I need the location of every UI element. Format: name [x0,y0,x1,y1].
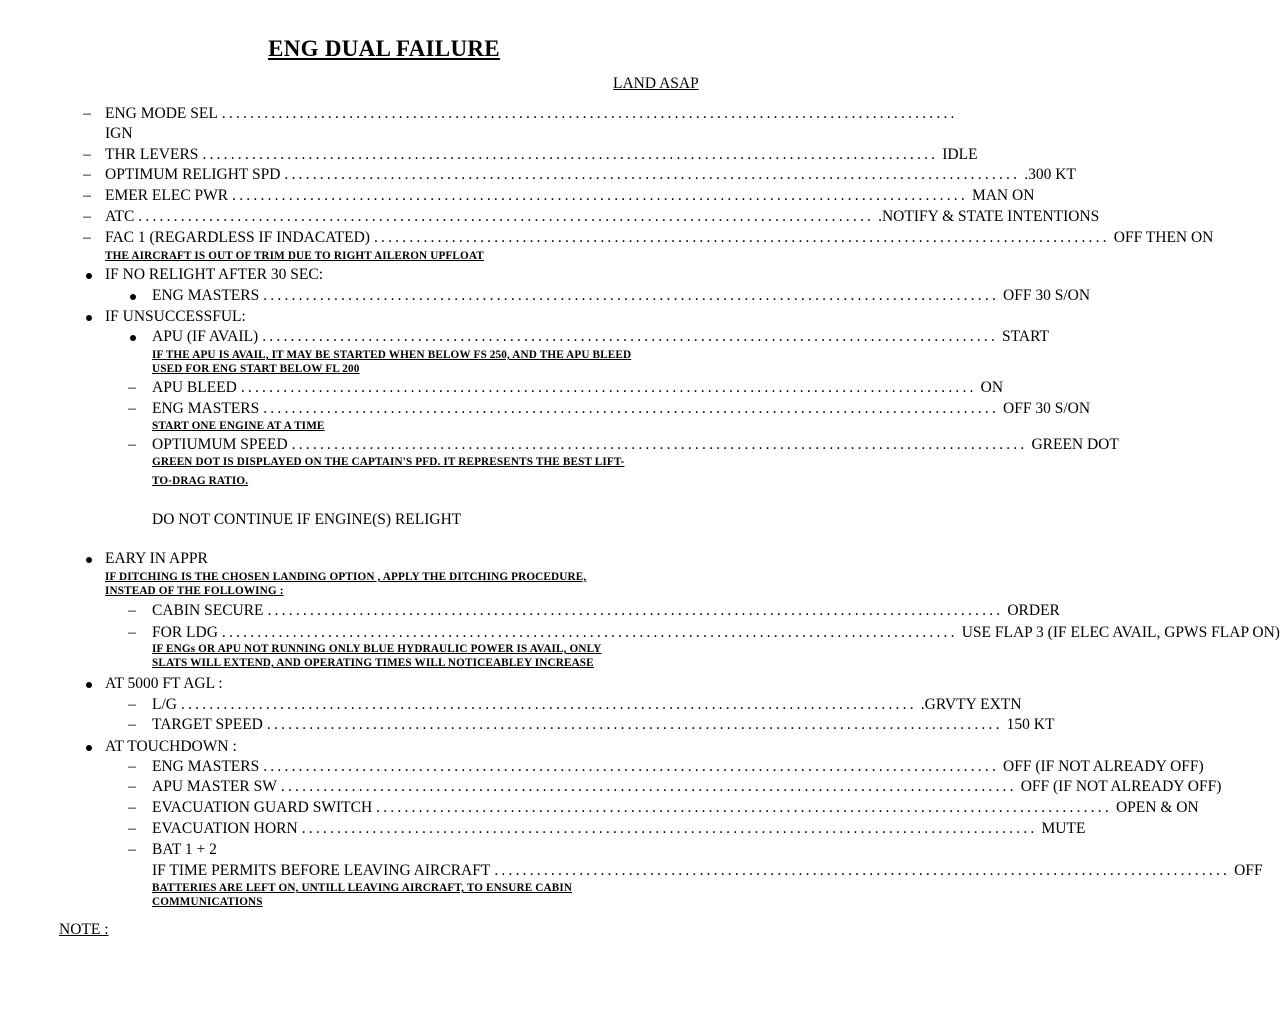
ldg-note-line-1: IF ENGs OR APU NOT RUNNING ONLY BLUE HYDRAULIC POWER IS AVAIL, ONLY [152,643,602,655]
dot-leader: ........................................................................................................ [263,287,1000,304]
step-value: OFF [1234,862,1263,879]
step-label: TARGET SPEED [152,716,263,733]
relight-warning: DO NOT CONTINUE IF ENGINE(S) RELIGHT [152,511,462,528]
touchdown-eng-masters [152,758,1204,776]
apu-note-line-2: USED FOR ENG START BELOW FL 200 [152,363,360,375]
step-label: APU BLEED [152,379,237,396]
eng-masters-note: START ONE ENGINE AT A TIME [152,420,325,432]
dash-marker: – [83,229,91,246]
step-value: START [1002,328,1049,345]
evacuation-horn [152,820,1086,838]
step-label: EVACUATION HORN [152,820,298,837]
dot-leader: ........................................................................................................ [267,602,1004,619]
dot-leader: ........................................................................................................ [291,436,1028,453]
ditching-note-line-2: INSTEAD OF THE FOLLOWING : [105,585,284,597]
step-label: OPTIMUM RELIGHT SPD [105,166,281,183]
dash-marker: – [128,400,136,417]
bullet-marker [86,745,92,751]
land-asap-label: LAND ASAP [613,75,699,92]
step-emer-elec-pwr [105,187,1035,205]
early-appr-heading: EARY IN APPR [105,550,208,567]
step-value: OFF 30 S/ON [1003,287,1091,304]
step-value: USE FLAP 3 (IF ELEC AVAIL, GPWS FLAP ON) [961,624,1280,641]
apu-start [152,328,1049,346]
step-eng-mode-sel [105,105,958,123]
dot-leader: ........................................................................................................ [373,229,1110,246]
step-value: .GRVTY EXTN [920,696,1022,713]
dash-marker: – [83,105,91,122]
step-thr-levers [105,146,978,164]
step-value: ORDER [1007,602,1060,619]
eng-mode-sel-value: IGN [105,125,133,142]
step-value: MUTE [1041,820,1086,837]
dash-marker: – [128,758,136,775]
dash-marker: – [128,696,136,713]
step-label: FAC 1 (REGARDLESS IF INDACATED) [105,229,370,246]
step-fac-1 [105,229,1214,247]
dash-marker: – [83,166,91,183]
for-ldg [152,624,1280,642]
bullet-marker [86,273,92,279]
step-label: L/G [152,696,177,713]
step-value: OFF (IF NOT ALREADY OFF) [1020,778,1222,795]
dash-marker: – [128,716,136,733]
dot-leader: ........................................................................................................ [280,778,1017,795]
step-label: ENG MASTERS [152,287,260,304]
bat-label: BAT 1 + 2 [152,841,217,858]
dot-leader: ........................................................................................................ [138,208,875,225]
step-label: ATC [105,208,135,225]
speed-note-line-1: GREEN DOT IS DISPLAYED ON THE CAPTAIN'S PFD. IT REPRESENTS THE BEST LIFT- [152,456,625,468]
dash-marker: – [128,841,136,858]
apu-note-line-1: IF THE APU IS AVAIL, IT MAY BE STARTED WHEN BELOW FS 250, AND THE APU BLEED [152,349,632,361]
dot-leader: ........................................................................................................ [221,624,958,641]
step-label: EVACUATION GUARD SWITCH [152,799,373,816]
step-label: ENG MODE SEL [105,105,218,122]
step-label: THR LEVERS [105,146,199,163]
step-value: .300 KT [1024,166,1076,183]
apu-bleed [152,379,1004,397]
no-relight-heading: IF NO RELIGHT AFTER 30 SEC: [105,266,324,283]
page-title: ENG DUAL FAILURE [268,36,500,61]
unsuccessful-eng-masters [152,400,1091,418]
dot-leader: ........................................................................................................ [301,820,1038,837]
fac-note: THE AIRCRAFT IS OUT OF TRIM DUE TO RIGHT AILERON UPFLOAT [105,250,484,262]
step-optimum-relight-spd [105,166,1076,184]
bat-note-line-1: BATTERIES ARE LEFT ON, UNTILL LEAVING AIRCRAFT, TO ENSURE CABIN [152,882,573,894]
dot-leader: ........................................................................................................ [494,862,1231,879]
step-label: IF TIME PERMITS BEFORE LEAVING AIRCRAFT [152,862,491,879]
step-label: APU MASTER SW [152,778,277,795]
step-value: OFF THEN ON [1113,229,1214,246]
step-label: EMER ELEC PWR [105,187,229,204]
ditching-note-line-1: IF DITCHING IS THE CHOSEN LANDING OPTION , APPLY THE DITCHING PROCEDURE, [105,571,587,583]
dash-marker: – [128,436,136,453]
dot-leader: ........................................................................................................ [376,799,1112,816]
step-value: OFF 30 S/ON [1003,400,1091,417]
step-label: ENG MASTERS [152,758,260,775]
dash-marker: – [128,799,136,816]
dash-marker: – [128,820,136,837]
dash-marker: – [128,778,136,795]
dash-marker: – [83,146,91,163]
step-value: OPEN & ON [1115,799,1199,816]
at-5000-heading: AT 5000 FT AGL : [105,675,223,692]
dash-marker: – [128,602,136,619]
speed-note-line-2: TO-DRAG RATIO. [152,475,249,487]
cabin-secure [152,602,1060,620]
dot-leader: ........................................................................................................ [284,166,1021,183]
dot-leader: ........................................................................................................ [266,716,1003,733]
dot-leader: ........................................................................................................ [262,328,999,345]
step-value: GREEN DOT [1031,436,1119,453]
bat-note-line-2: COMMUNICATIONS [152,896,263,908]
note-label: NOTE : [59,921,109,938]
no-relight-eng-masters [152,287,1091,305]
step-value: IDLE [942,146,978,163]
dot-leader: ........................................................................................................ [202,146,939,163]
step-value: OFF (IF NOT ALREADY OFF) [1003,758,1204,775]
evacuation-guard-switch [152,799,1199,817]
step-label: CABIN SECURE [152,602,264,619]
dot-leader: ........................................................................................................ [263,758,1000,775]
step-label: APU (IF AVAIL) [152,328,259,345]
dot-leader: ........................................................................................................ [221,105,958,122]
step-value: 150 KT [1006,716,1055,733]
landing-gear [152,696,1022,714]
step-value: .NOTIFY & STATE INTENTIONS [878,208,1100,225]
bullet-marker [86,315,92,321]
step-label: FOR LDG [152,624,218,641]
dash-marker: – [128,624,136,641]
step-label: OPTIUMUM SPEED [152,436,288,453]
bullet-marker [86,682,92,688]
apu-master-sw [152,778,1222,796]
bullet-marker [130,294,136,300]
optimum-speed [152,436,1119,454]
step-label: ENG MASTERS [152,400,260,417]
bat-time-permits [152,862,1263,880]
step-value: ON [980,379,1004,396]
touchdown-heading: AT TOUCHDOWN : [105,738,237,755]
dash-marker: – [83,187,91,204]
step-value: MAN ON [971,187,1035,204]
dot-leader: ........................................................................................................ [232,187,968,204]
ldg-note-line-2: SLATS WILL EXTEND, AND OPERATING TIMES WILL NOTICEABLEY INCREASE [152,657,594,669]
dot-leader: ........................................................................................................ [180,696,917,713]
dash-marker: – [83,208,91,225]
step-atc [105,208,1100,226]
target-speed [152,716,1055,734]
unsuccessful-heading: IF UNSUCCESSFUL: [105,308,246,325]
dash-marker: – [128,379,136,396]
bullet-marker [86,557,92,563]
dot-leader: ........................................................................................................ [263,400,1000,417]
bullet-marker [130,335,136,341]
dot-leader: ........................................................................................................ [240,379,977,396]
